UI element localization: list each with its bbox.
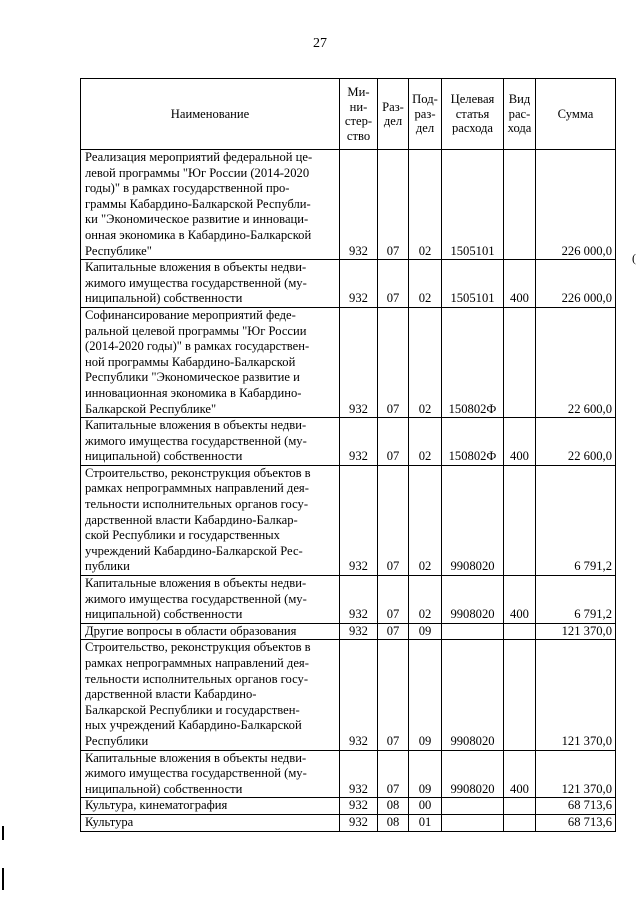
- row-section: 08: [378, 814, 409, 831]
- row-section: 07: [378, 640, 409, 750]
- row-ministry: 932: [340, 750, 378, 798]
- table-row: [81, 640, 616, 750]
- row-subsection: 09: [409, 623, 442, 640]
- row-subsection: 09: [409, 640, 442, 750]
- row-ministry: 932: [340, 307, 378, 417]
- row-target-article: 150802Ф: [442, 418, 504, 466]
- row-ministry: 932: [340, 623, 378, 640]
- row-expense-type: 400: [504, 418, 536, 466]
- table-row: [81, 307, 616, 417]
- table-body: [81, 150, 616, 832]
- row-section: 07: [378, 623, 409, 640]
- row-name: Реализация мероприятий федеральной це- левой программы "Юг России (2014-2020 годы)" в рамках государственной про- граммы Кабардино-Балкарской Республи- ки "Экономическое развитие и инноваци- онная экономика в Кабардино-Балкарской Республике": [81, 150, 340, 260]
- row-expense-type: [504, 640, 536, 750]
- row-target-article: 9908020: [442, 750, 504, 798]
- row-ministry: 932: [340, 640, 378, 750]
- row-name: Капитальные вложения в объекты недви- жимого имущества государственной (му- ниципальной) собственности: [81, 576, 340, 624]
- scan-edge-mark: [2, 826, 4, 840]
- scan-edge-mark: [2, 868, 4, 890]
- header-name: Наименование: [81, 79, 340, 150]
- row-subsection: 09: [409, 750, 442, 798]
- row-amount: 226 000,0: [536, 260, 616, 308]
- row-section: 07: [378, 418, 409, 466]
- table-row: [81, 418, 616, 466]
- row-name: Строительство, реконструкция объектов в рамках непрограммных направлений дея- тельности исполнительных органов госу- дарственной власти Кабардино- Балкарской Республики и государствен- ных учреждений Кабардино-Балкарской Республики: [81, 640, 340, 750]
- table-row: [81, 623, 616, 640]
- row-ministry: 932: [340, 150, 378, 260]
- row-name: Капитальные вложения в объекты недви- жимого имущества государственной (му- ниципальной) собственности: [81, 750, 340, 798]
- row-ministry: 932: [340, 260, 378, 308]
- row-target-article: 150802Ф: [442, 307, 504, 417]
- row-target-article: 1505101: [442, 260, 504, 308]
- row-ministry: 932: [340, 465, 378, 575]
- row-target-article: [442, 798, 504, 815]
- header-amount: Сумма: [536, 79, 616, 150]
- row-ministry: 932: [340, 814, 378, 831]
- header-expense-type: Вид рас- хода: [504, 79, 536, 150]
- row-name: Капитальные вложения в объекты недви- жимого имущества государственной (му- ниципальной) собственности: [81, 418, 340, 466]
- row-section: 07: [378, 150, 409, 260]
- row-amount: 22 600,0: [536, 418, 616, 466]
- row-section: 07: [378, 576, 409, 624]
- row-ministry: 932: [340, 576, 378, 624]
- row-name: Строительство, реконструкция объектов в рамках непрограммных направлений дея- тельности исполнительных органов госу- дарственной власти Кабардино-Балкар- ской Республики и государственных учреждений Кабардино-Балкарской Рес- публики: [81, 465, 340, 575]
- row-section: 07: [378, 260, 409, 308]
- row-target-article: 9908020: [442, 465, 504, 575]
- row-amount: 68 713,6: [536, 798, 616, 815]
- header-ministry: Ми- ни- стер- ство: [340, 79, 378, 150]
- table-row: [81, 814, 616, 831]
- row-expense-type: [504, 798, 536, 815]
- table-row: [81, 798, 616, 815]
- row-subsection: 02: [409, 418, 442, 466]
- table-row: [81, 465, 616, 575]
- row-expense-type: 400: [504, 750, 536, 798]
- header-section: Раз- дел: [378, 79, 409, 150]
- row-name: Другие вопросы в области образования: [81, 623, 340, 640]
- table-header-row: [81, 79, 616, 150]
- row-subsection: 01: [409, 814, 442, 831]
- row-expense-type: [504, 814, 536, 831]
- row-section: 08: [378, 798, 409, 815]
- row-amount: 226 000,0: [536, 150, 616, 260]
- row-target-article: 9908020: [442, 640, 504, 750]
- row-amount: 121 370,0: [536, 623, 616, 640]
- row-section: 07: [378, 465, 409, 575]
- row-subsection: 02: [409, 150, 442, 260]
- row-expense-type: 400: [504, 576, 536, 624]
- row-name: Культура: [81, 814, 340, 831]
- margin-mark: (: [632, 251, 636, 265]
- row-target-article: [442, 623, 504, 640]
- table-row: [81, 750, 616, 798]
- row-name: Капитальные вложения в объекты недви- жимого имущества государственной (му- ниципальной) собственности: [81, 260, 340, 308]
- row-subsection: 02: [409, 307, 442, 417]
- row-amount: 6 791,2: [536, 576, 616, 624]
- row-expense-type: 400: [504, 260, 536, 308]
- row-ministry: 932: [340, 798, 378, 815]
- row-amount: 121 370,0: [536, 640, 616, 750]
- row-target-article: 1505101: [442, 150, 504, 260]
- budget-table: [80, 78, 616, 832]
- table-row: [81, 576, 616, 624]
- row-subsection: 00: [409, 798, 442, 815]
- table-row: [81, 150, 616, 260]
- row-subsection: 02: [409, 465, 442, 575]
- row-ministry: 932: [340, 418, 378, 466]
- header-subsection: Под- раз- дел: [409, 79, 442, 150]
- page-number: 27: [313, 36, 327, 51]
- row-amount: 6 791,2: [536, 465, 616, 575]
- row-name: Культура, кинематография: [81, 798, 340, 815]
- row-name: Софинансирование мероприятий феде- ральной целевой программы "Юг России (2014-2020 годы)" в рамках государствен- ной программы Кабардино-Балкарской Республики "Экономическое развитие и инновационная экономика в Кабардино- Балкарской Республике": [81, 307, 340, 417]
- row-expense-type: [504, 465, 536, 575]
- table-row: [81, 260, 616, 308]
- row-section: 07: [378, 750, 409, 798]
- row-amount: 22 600,0: [536, 307, 616, 417]
- row-target-article: 9908020: [442, 576, 504, 624]
- header-target-article: Целевая статья расхода: [442, 79, 504, 150]
- row-amount: 68 713,6: [536, 814, 616, 831]
- row-expense-type: [504, 150, 536, 260]
- row-subsection: 02: [409, 576, 442, 624]
- row-expense-type: [504, 307, 536, 417]
- row-subsection: 02: [409, 260, 442, 308]
- row-amount: 121 370,0: [536, 750, 616, 798]
- row-expense-type: [504, 623, 536, 640]
- row-target-article: [442, 814, 504, 831]
- row-section: 07: [378, 307, 409, 417]
